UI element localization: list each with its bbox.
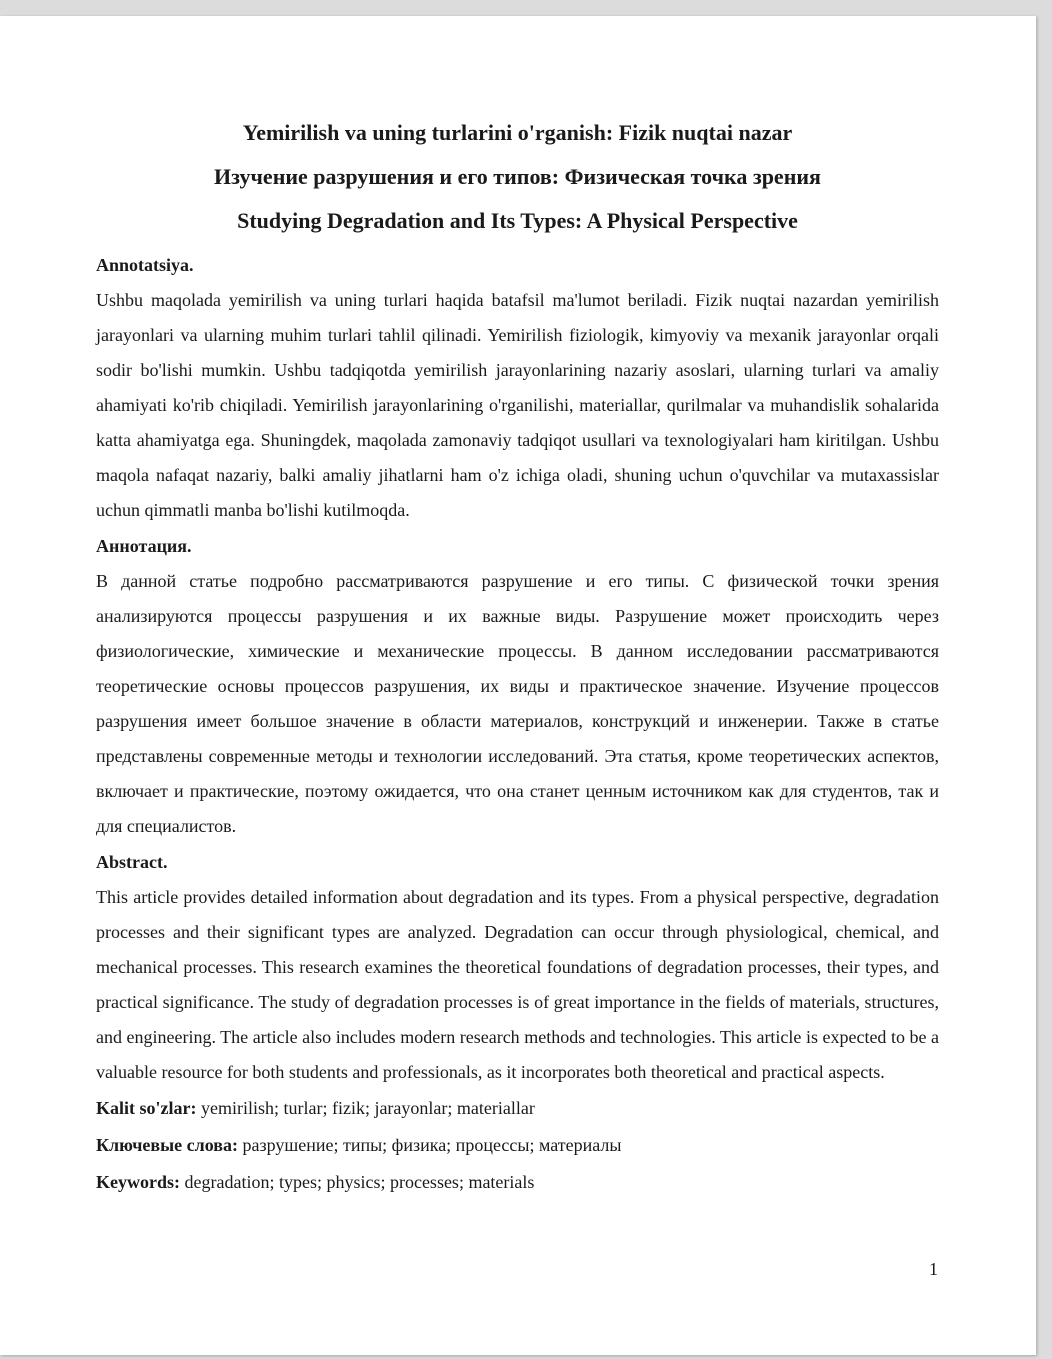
page-number: 1 (929, 1259, 938, 1279)
annotation-ru-text: В данной статье подробно рассматриваются разрушение и его типы. С физической точки зрения анализируются процессы разрушения и их важные виды. Разрушение может происходить через физиологические, химические и механические процессы. В данном исследовании рассматриваются теоретические основы процессов разрушения, их виды и практическое значение. Изучение процессов разрушения имеет большое значение в области материалов, конструкций и инженерии. Также в статье представлены современные методы и технологии исследований. Эта статья, кроме теоретических аспектов, включает и практические, поэтому ожидается, что она станет ценным источником как для студентов, так и для специалистов. (96, 571, 939, 836)
keywords-ru-label: Ключевые слова: (96, 1135, 238, 1155)
annotation-uz-heading: Annotatsiya. (96, 255, 194, 275)
keywords-uz-label: Kalit so'zlar: (96, 1098, 197, 1118)
title-english: Studying Degradation and Its Types: A Physical Perspective (237, 208, 798, 233)
document-page (0, 16, 1036, 1355)
keywords-uz-value: yemirilish; turlar; fizik; jarayonlar; materiallar (196, 1098, 535, 1118)
keywords-english (96, 1164, 939, 1201)
abstract-en-text: This article provides detailed information about degradation and its types. From a physical perspective, degradation processes and their significant types are analyzed. Degradation can occur through physiological, chemical, and mechanical processes. This research examines the theoretical foundations of degradation processes, their types, and practical significance. The study of degradation processes is of great importance in the fields of materials, structures, and engineering. The article also includes modern research methods and technologies. This article is expected to be a valuable resource for both students and professionals, as it incorporates both theoretical and practical aspects. (96, 887, 939, 1082)
title-uzbek: Yemirilish va uning turlarini o'rganish: Fizik nuqtai nazar (242, 120, 793, 145)
annotation-uz-text: Ushbu maqolada yemirilish va uning turlari haqida batafsil ma'lumot beriladi. Fizik nuqtai nazardan yemirilish jarayonlari va ularning muhim turlari tahlil qilinadi. Yemirilish fiziologik, kimyoviy va mexanik jarayonlar orqali sodir bo'lishi mumkin. Ushbu tadqiqotda yemirilish jarayonlarining nazariy asoslari, ularning turlari va amaliy ahamiyati ko'rib chiqiladi. Yemirilish jarayonlarining o'rganilishi, materiallar, qurilmalar va muhandislik sohalarida katta ahamiyatga ega. Shuningdek, maqolada zamonaviy tadqiqot usullari va texnologiyalari ham kiritilgan. Ushbu maqola nafaqat nazariy, balki amaliy jihatlarni ham o'z ichiga oladi, shuning uchun o'quvchilar va mutaxassislar uchun qimmatli manba bo'lishi kutilmoqda. (96, 290, 939, 520)
keywords-ru-value: разрушение; типы; физика; процессы; материалы (237, 1135, 622, 1155)
keywords-uzbek (96, 1090, 939, 1127)
keywords-russian (96, 1127, 939, 1164)
title-russian: Изучение разрушения и его типов: Физическая точка зрения (214, 164, 821, 189)
annotation-ru-heading: Аннотация. (96, 536, 192, 556)
keywords-en-value: degradation; types; physics; processes; materials (180, 1172, 535, 1192)
page-content (96, 111, 939, 1201)
abstract-en-heading: Abstract. (96, 852, 168, 872)
keywords-en-label: Keywords: (96, 1172, 180, 1192)
